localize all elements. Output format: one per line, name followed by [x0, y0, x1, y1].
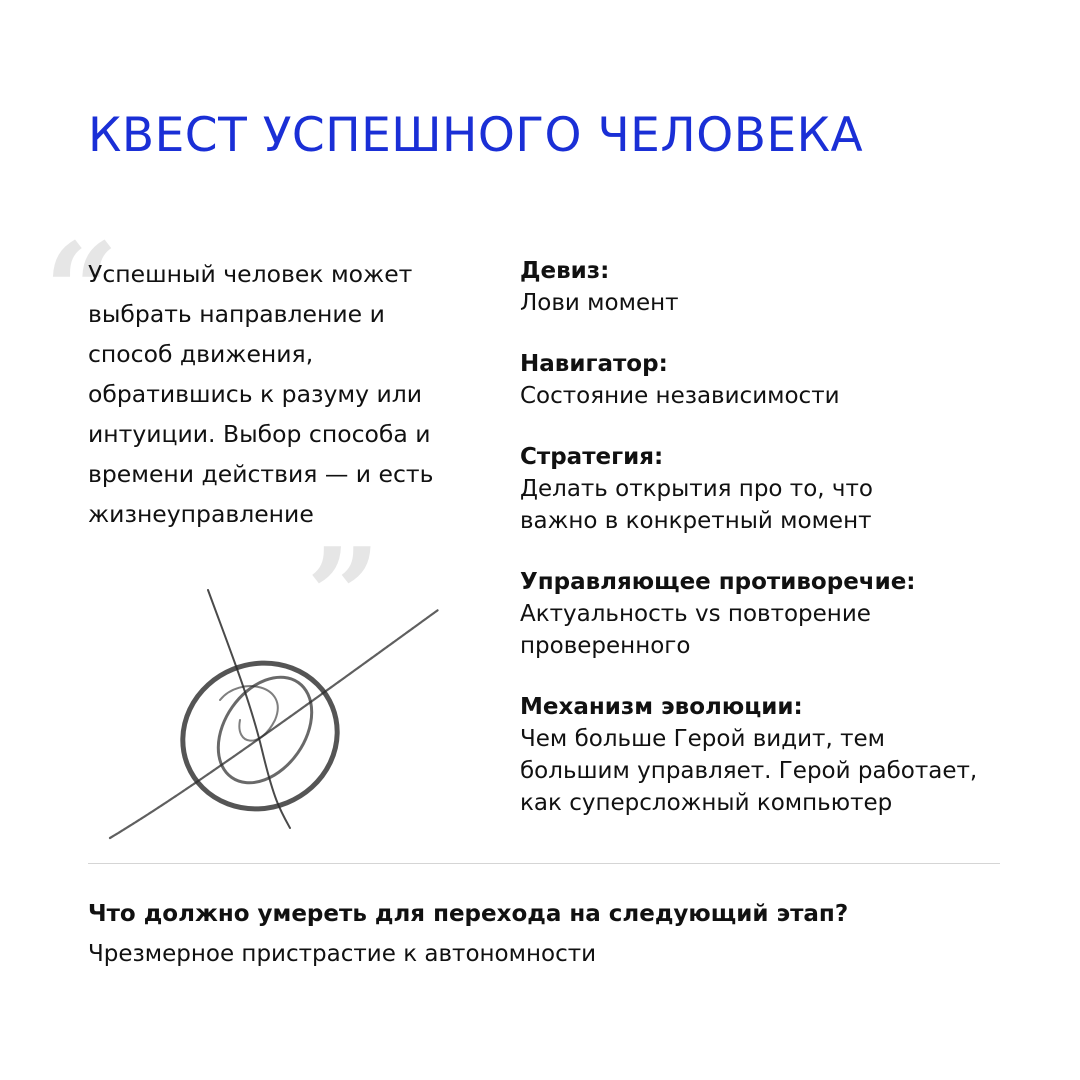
fact-navigator: [520, 348, 1040, 412]
fact-label: Механизм эволюции:: [520, 694, 803, 720]
page-title: КВЕСТ УСПЕШНОГО ЧЕЛОВЕКА: [88, 108, 864, 163]
fact-label: Управляющее противоречие:: [520, 569, 916, 595]
bottom-question: Что должно умереть для перехода на следующий этап?: [88, 901, 849, 927]
fact-value: Делать открытия про то, что важно в конкретный момент: [520, 476, 873, 534]
fact-value: Актуальность vs повторение проверенного: [520, 601, 871, 659]
hand-drawn-circle-symbol-icon: [100, 580, 450, 840]
sketch-diagonal-stroke: [110, 610, 438, 838]
fact-value: Чем больше Герой видит, тем большим управляет. Герой работает, как суперсложный компьютер: [520, 726, 978, 816]
close-quote-icon: ”: [306, 519, 381, 672]
fact-strategy: [520, 441, 1040, 537]
fact-label: Девиз:: [520, 258, 610, 284]
fact-motto: [520, 255, 1040, 319]
open-quote-icon: “: [44, 214, 119, 367]
facts-list: [520, 255, 1040, 848]
fact-label: Стратегия:: [520, 444, 664, 470]
fact-evolution: [520, 691, 1040, 819]
fact-value: Лови момент: [520, 290, 679, 316]
fact-label: Навигатор:: [520, 351, 668, 377]
bottom-answer: Чрезмерное пристрастие к автономности: [88, 941, 597, 967]
divider: [88, 863, 1000, 864]
quote-block: [44, 214, 444, 672]
fact-contradiction: [520, 566, 1040, 662]
sketch-outer-ellipse: [161, 640, 360, 832]
fact-value: Состояние независимости: [520, 383, 840, 409]
quote-text: Успешный человек может выбрать направление и способ движения, обратившись к разуму или интуиции. Выбор способа и времени действия — и есть жизнеуправление: [88, 260, 434, 528]
